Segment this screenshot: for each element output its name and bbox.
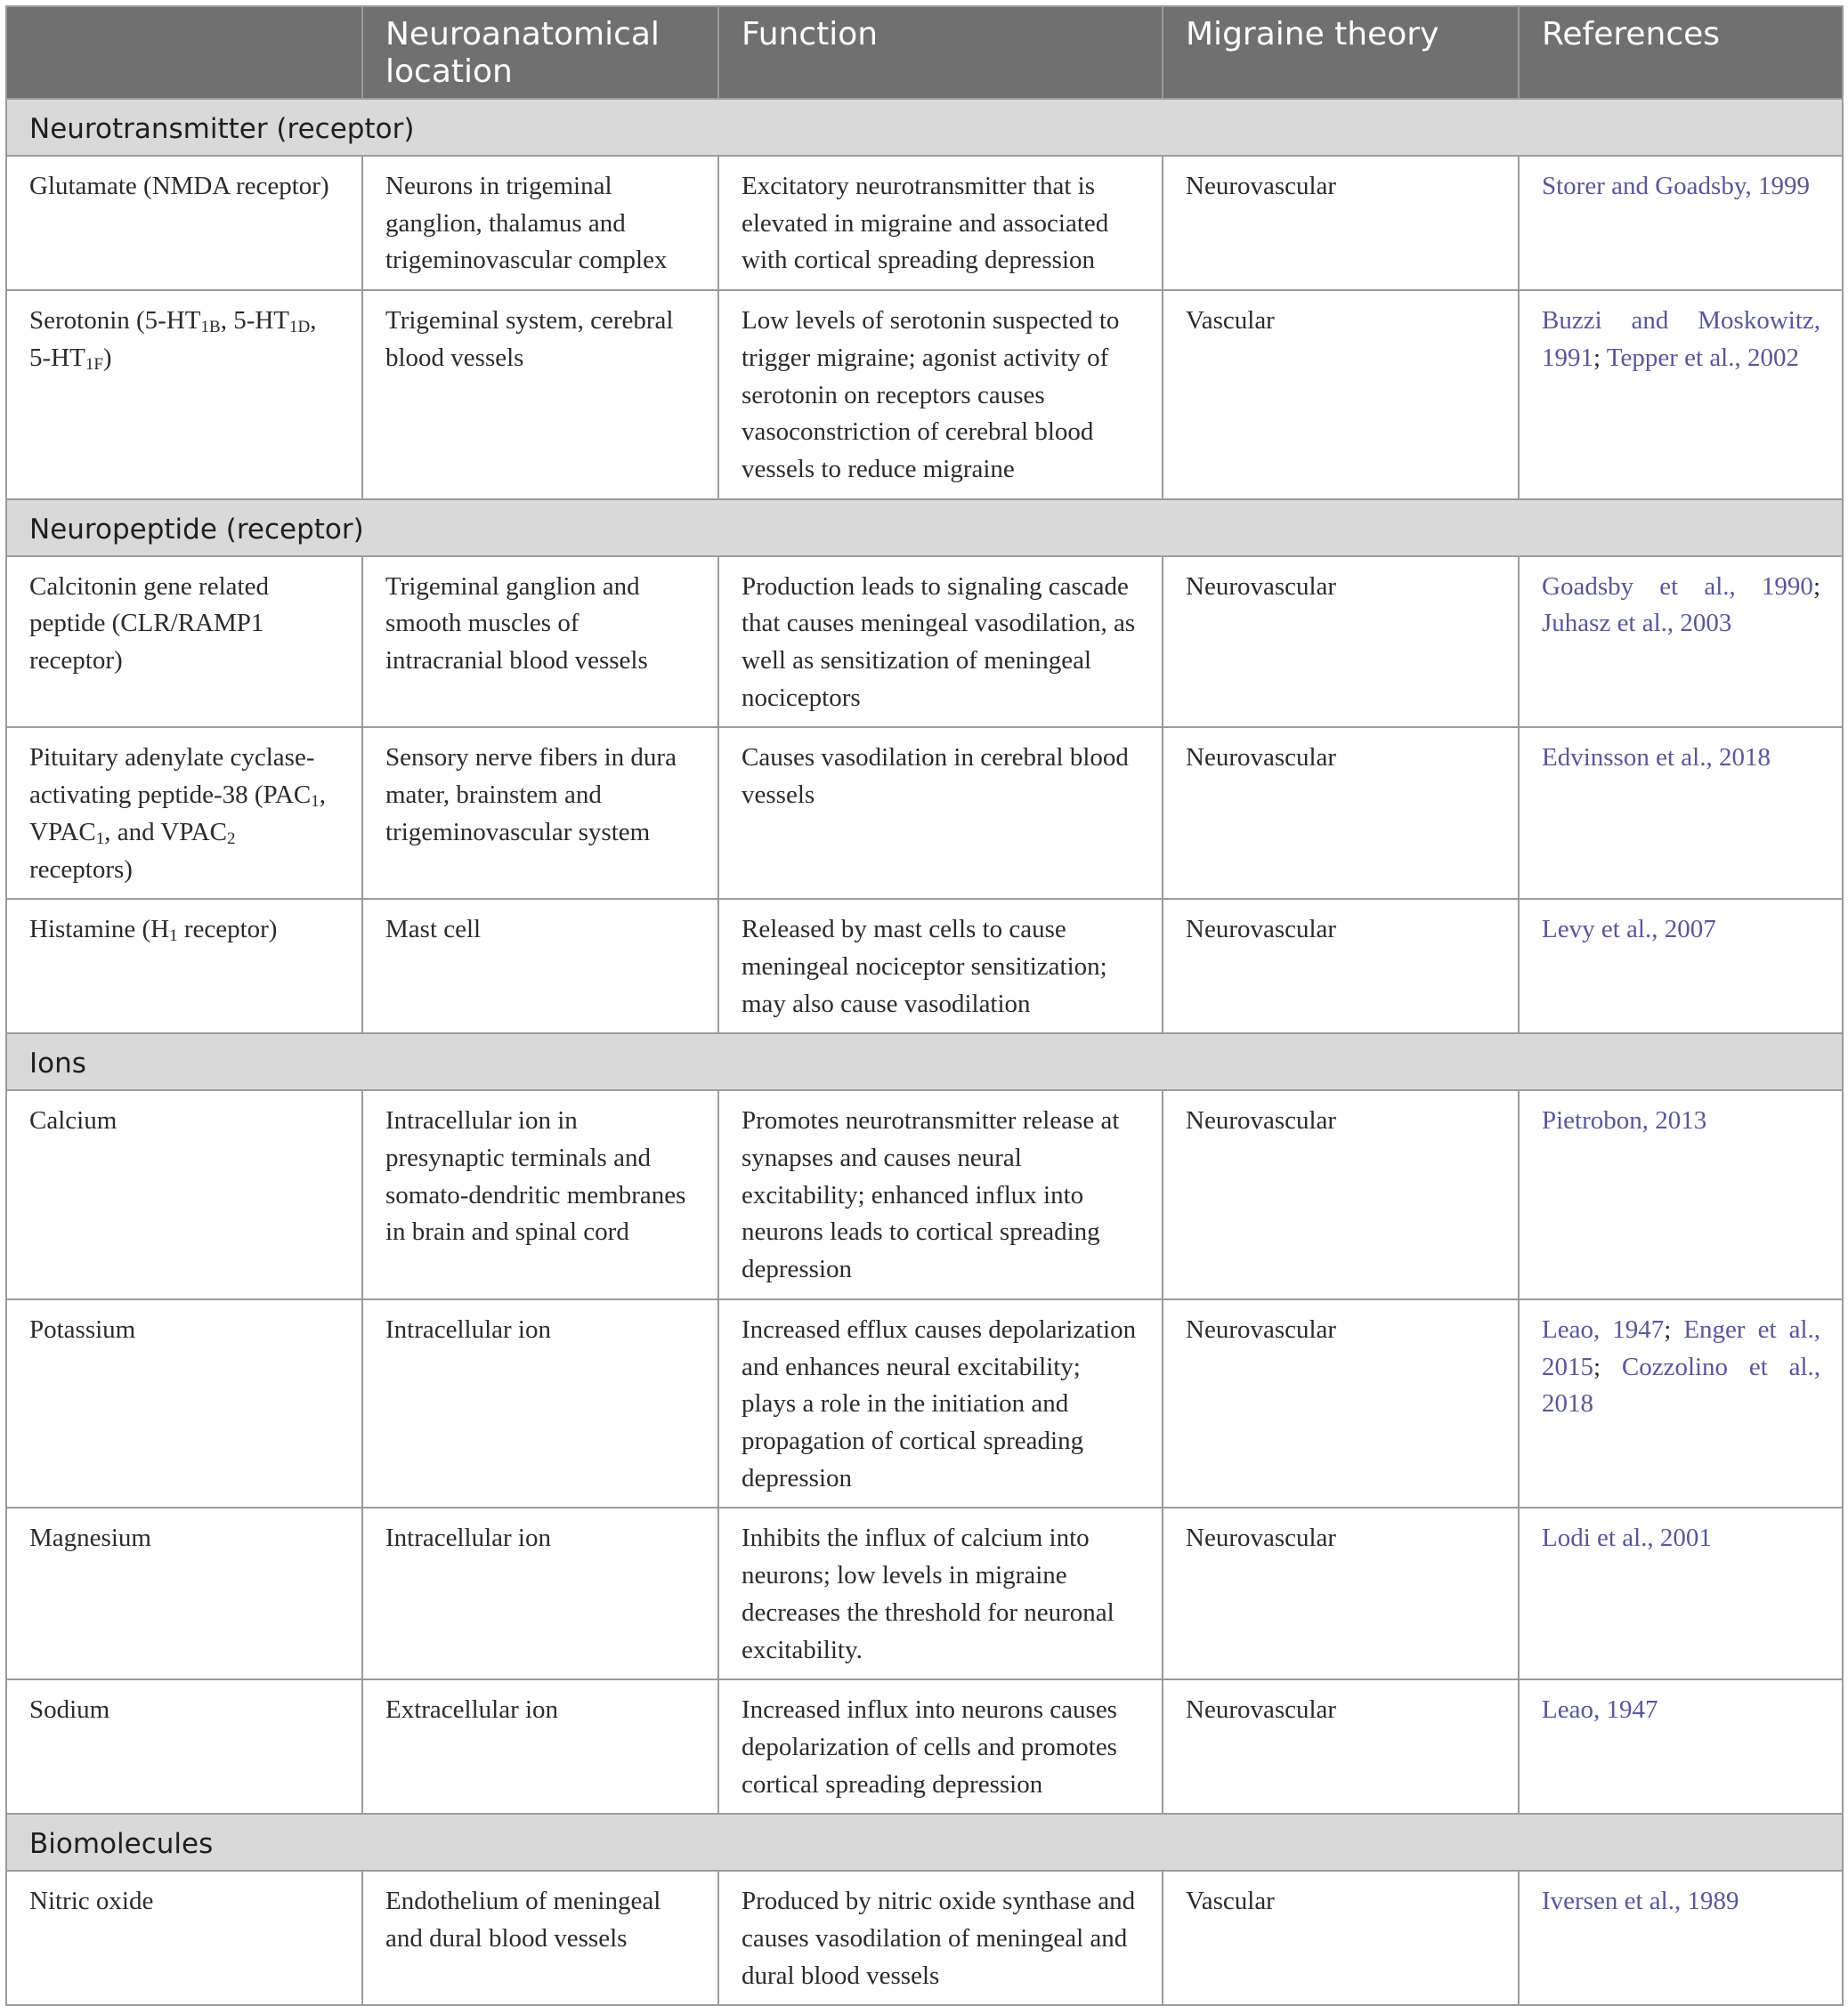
theory-cell: Neurovascular [1163,556,1519,728]
function-cell: Production leads to signaling cascade that causes meningeal vasodilation, as well as sensitization of meningeal nociceptors [718,556,1163,728]
table-row [6,1871,1843,2005]
name-text: Calcitonin gene related peptide (CLR/RAMP1 receptor) [29,571,269,675]
section-title: Biomolecules [6,1814,1843,1871]
mediator-name [6,290,362,499]
references-cell [1519,1871,1843,2005]
reference-link[interactable]: Enger et al., 2015 [1542,1314,1820,1381]
reference-link[interactable]: Goadsby et al., 1990 [1542,571,1813,601]
mediator-name [6,1871,362,2005]
theory-cell: Neurovascular [1163,1679,1519,1814]
name-text: receptors) [29,854,133,884]
name-text: Glutamate (NMDA receptor) [29,172,329,200]
table-body [6,99,1843,2005]
function-cell: Excitatory neurotransmitter that is elevated in migraine and associated with cortical spreading depression [718,156,1163,290]
table-row [6,899,1843,1033]
theory-cell: Neurovascular [1163,1090,1519,1299]
header-row [6,6,1843,99]
header-references: References [1519,6,1843,99]
subscript: 1 [311,792,320,812]
references-cell [1519,727,1843,899]
reference-link[interactable]: Leao, 1947 [1542,1314,1665,1344]
location-cell: Sensory nerve fibers in dura mater, brainstem and trigeminovascular system [362,727,718,899]
mediator-name [6,899,362,1033]
table-row [6,1299,1843,1509]
reference-link[interactable]: Leao, 1947 [1542,1695,1658,1725]
header-location: Neuroanatomical location [362,6,718,99]
subscript: 1D [289,318,311,337]
references-cell [1519,290,1843,499]
mediator-name [6,727,362,899]
reference-link[interactable]: Buzzi and Moskowitz, 1991 [1542,306,1820,372]
table-row [6,1090,1843,1299]
reference-separator: ; [1593,1352,1622,1381]
header-function: Function [718,6,1163,99]
location-cell: Intracellular ion [362,1508,718,1679]
reference-link[interactable]: Edvinsson et al., 2018 [1542,743,1771,772]
name-text: Calcium [29,1106,118,1136]
reference-link[interactable]: Pietrobon, 2013 [1542,1106,1707,1136]
mediator-name [6,1090,362,1299]
reference-link[interactable]: Tepper et al., 2002 [1606,343,1799,372]
name-text: Pituitary adenylate cyclase-activating peptide-38 (PAC [29,743,315,810]
theory-cell: Neurovascular [1163,727,1519,899]
table-row [6,1679,1843,1814]
function-cell: Produced by nitric oxide synthase and causes vasodilation of meningeal and dural blood vessels [718,1871,1163,2005]
theory-cell: Neurovascular [1163,1508,1519,1679]
references-cell [1519,1090,1843,1299]
theory-cell: Vascular [1163,290,1519,499]
function-cell: Increased efflux causes depolarization and enhances neural excitability; plays a role in the initiation and propagation of cortical spreading depression [718,1299,1163,1509]
reference-link[interactable]: Storer and Goadsby, 1999 [1542,172,1810,200]
name-text: Sodium [29,1695,110,1725]
subscript: 2 [227,829,236,848]
reference-separator: ; [1812,571,1820,601]
reference-link[interactable]: Levy et al., 2007 [1542,915,1716,944]
reference-link[interactable]: Iversen et al., 1989 [1542,1887,1739,1916]
references-cell [1519,1299,1843,1509]
header-blank [6,6,362,99]
table-row [6,290,1843,499]
location-cell: Trigeminal ganglion and smooth muscles of intracranial blood vessels [362,556,718,728]
function-cell: Inhibits the influx of calcium into neurons; low levels in migraine decreases the threshold for neuronal excitability. [718,1508,1163,1679]
name-text: Nitric oxide [29,1887,154,1916]
name-text: Magnesium [29,1524,151,1553]
section-row [6,499,1843,556]
subscript: 1 [95,829,105,848]
references-cell [1519,1679,1843,1814]
reference-link[interactable]: Lodi et al., 2001 [1542,1524,1712,1553]
theory-cell: Vascular [1163,1871,1519,2005]
theory-cell: Neurovascular [1163,1299,1519,1509]
section-row [6,1814,1843,1871]
section-row [6,1033,1843,1090]
name-text: Serotonin (5-HT [29,306,201,336]
reference-link[interactable]: Juhasz et al., 2003 [1542,609,1732,638]
references-cell [1519,156,1843,290]
location-cell: Endothelium of meningeal and dural blood vessels [362,1871,718,2005]
location-cell: Neurons in trigeminal ganglion, thalamus and trigeminovascular complex [362,156,718,290]
section-title: Neurotransmitter (receptor) [6,99,1843,156]
function-cell: Promotes neurotransmitter release at synapses and causes neural excitability; enhanced influx into neurons leads to cortical spreading depression [718,1090,1163,1299]
section-row [6,99,1843,156]
subscript: 1B [200,318,221,337]
migraine-mediators-table [5,5,1844,2006]
location-cell: Intracellular ion in presynaptic terminals and somato-dendritic membranes in brain and spinal cord [362,1090,718,1299]
header-theory: Migraine theory [1163,6,1519,99]
name-text: Histamine (H [29,915,170,944]
name-text: receptor) [177,915,278,944]
location-cell: Extracellular ion [362,1679,718,1814]
function-cell: Released by mast cells to cause meningeal nociceptor sensitization; may also cause vasodilation [718,899,1163,1033]
name-text: , 5-HT [29,306,317,372]
name-text: , and VPAC [104,817,227,846]
mediator-name [6,556,362,728]
function-cell: Increased influx into neurons causes depolarization of cells and promotes cortical spreading depression [718,1679,1163,1814]
table-row [6,556,1843,728]
theory-cell: Neurovascular [1163,156,1519,290]
section-title: Ions [6,1033,1843,1090]
mediator-name [6,1508,362,1679]
name-text: ) [102,343,112,372]
mediator-name [6,1299,362,1509]
location-cell: Intracellular ion [362,1299,718,1509]
name-text: , 5-HT [220,306,290,336]
subscript: 1F [85,354,103,374]
mediator-name [6,1679,362,1814]
location-cell: Mast cell [362,899,718,1033]
references-cell [1519,899,1843,1033]
name-text: Potassium [29,1314,136,1344]
reference-link[interactable]: Cozzolino et al., 2018 [1542,1352,1821,1419]
function-cell: Low levels of serotonin suspected to trigger migraine; agonist activity of serotonin on receptors causes vasoconstriction of cerebral blood vessels to reduce migraine [718,290,1163,499]
references-cell [1519,1508,1843,1679]
table-row [6,1508,1843,1679]
reference-separator: ; [1664,1314,1684,1344]
reference-separator: ; [1593,343,1607,372]
references-cell [1519,556,1843,728]
function-cell: Causes vasodilation in cerebral blood vessels [718,727,1163,899]
subscript: 1 [169,926,178,946]
table-row [6,727,1843,899]
mediator-name [6,156,362,290]
theory-cell: Neurovascular [1163,899,1519,1033]
section-title: Neuropeptide (receptor) [6,499,1843,556]
location-cell: Trigeminal system, cerebral blood vessels [362,290,718,499]
table-row [6,156,1843,290]
name-text: , VPAC [29,781,327,846]
